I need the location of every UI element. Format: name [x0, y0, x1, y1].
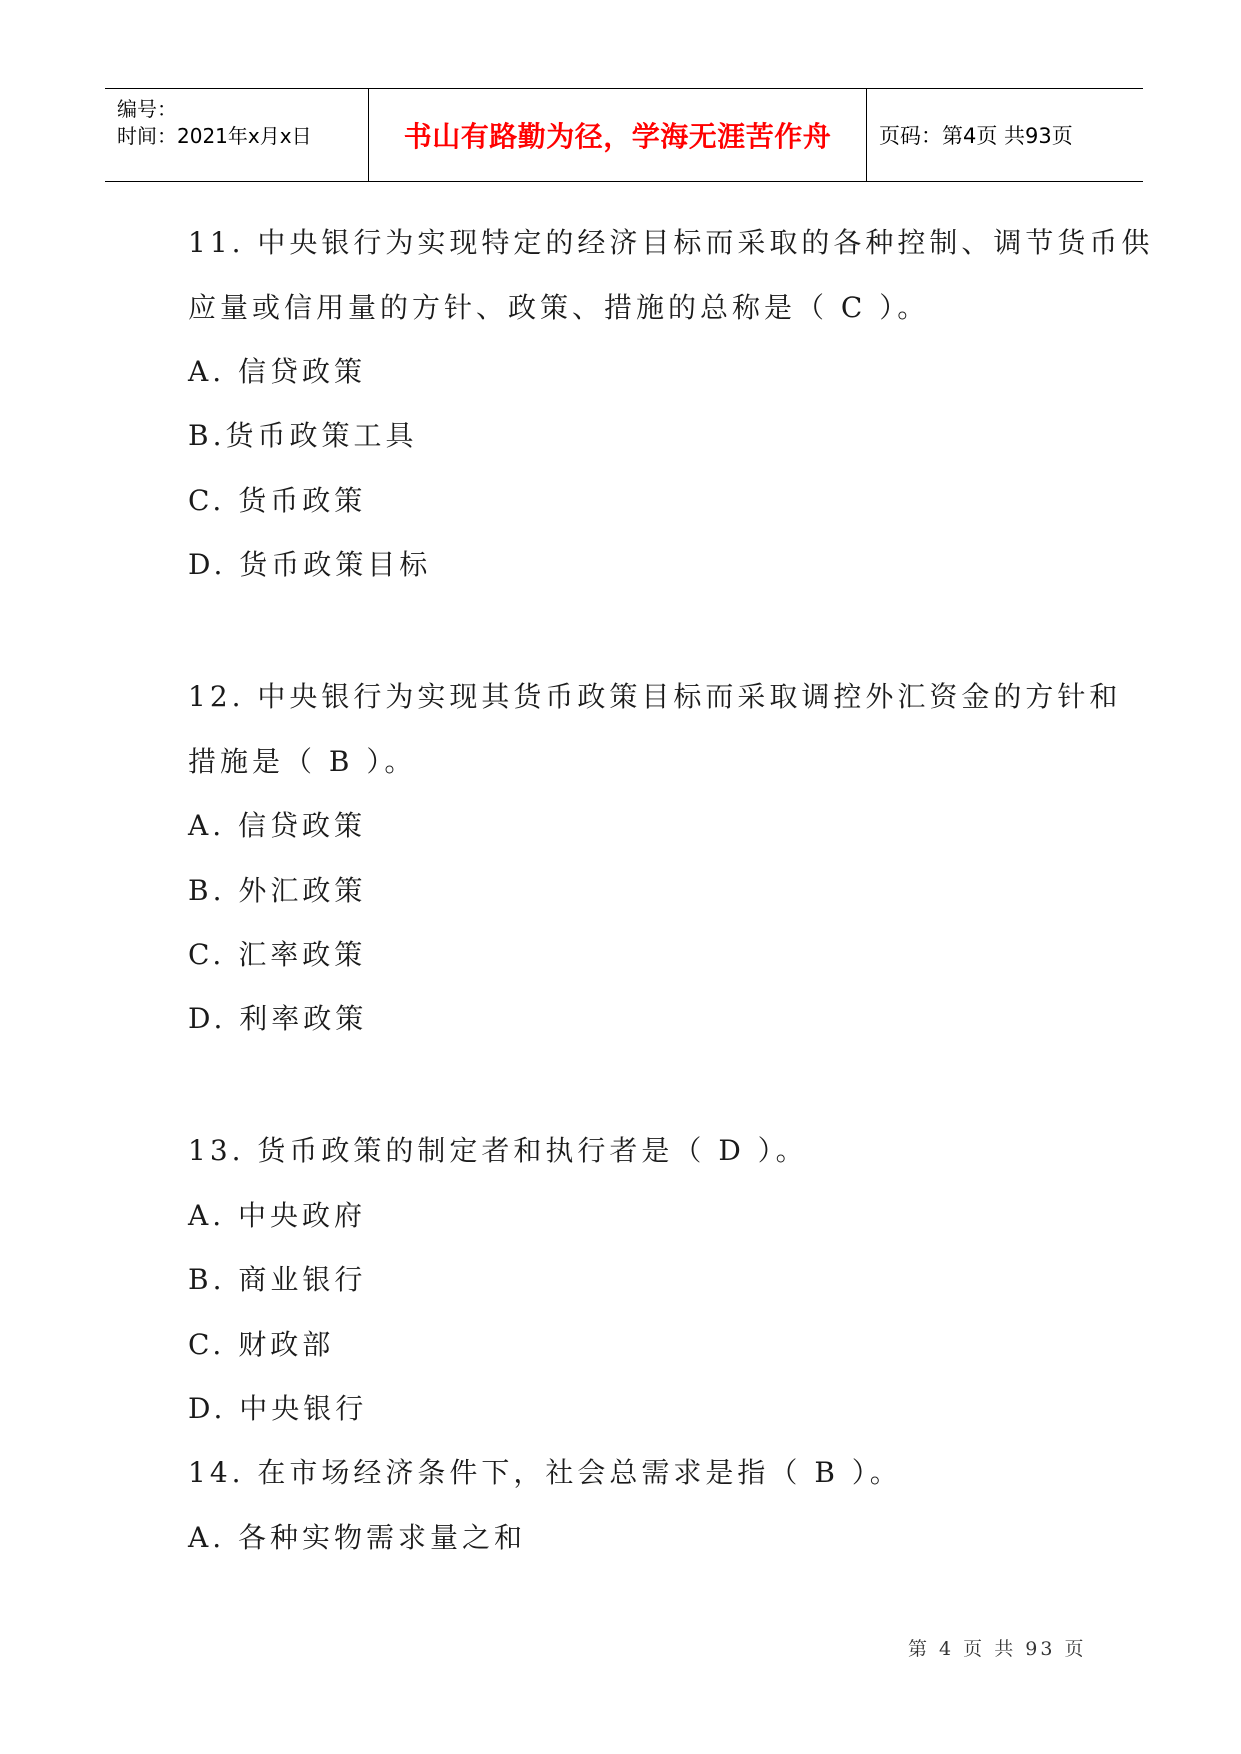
page-footer: 第 4 页 共 93 页: [908, 1638, 1087, 1660]
question-13-text: 13. 货币政策的制定者和执行者是（ D ）。: [188, 1134, 808, 1167]
question-11-option-d: D. 货币政策目标: [188, 548, 432, 581]
page-header: [105, 88, 1143, 182]
question-14-text: 14. 在市场经济条件下，社会总需求是指（ B ）。: [188, 1456, 902, 1489]
question-13-option-a: A. 中央政府: [188, 1199, 367, 1232]
question-12-option-c: C. 汇率政策: [188, 938, 367, 971]
question-12-text-cont: 措施是（ B ）。: [188, 745, 417, 778]
question-11-option-a: A. 信贷政策: [188, 355, 367, 388]
question-11-text-cont: 应量或信用量的方针、政策、措施的总称是（ C ）。: [188, 291, 930, 324]
header-motto-cell: [369, 89, 867, 181]
question-12-text: 12. 中央银行为实现其货币政策目标而采取调控外汇资金的方针和: [188, 680, 1122, 713]
question-14-option-a: A. 各种实物需求量之和: [188, 1521, 527, 1554]
question-11-option-c: C. 货币政策: [188, 484, 367, 517]
document-number-label: 编号：: [117, 97, 177, 121]
header-page-info: 页码：第4页 共93页: [879, 124, 1073, 148]
header-meta-cell: [105, 89, 369, 181]
question-13-option-b: B. 商业银行: [188, 1263, 367, 1296]
question-11-option-b: B.货币政策工具: [188, 419, 418, 452]
question-13-option-c: C. 财政部: [188, 1328, 335, 1361]
document-time-label: 时间：2021年x月x日: [117, 124, 312, 148]
question-12-option-d: D. 利率政策: [188, 1002, 368, 1035]
question-13-option-d: D. 中央银行: [188, 1392, 368, 1425]
question-11-text: 11. 中央银行为实现特定的经济目标而采取的各种控制、调节货币供: [188, 226, 1154, 259]
question-12-option-a: A. 信贷政策: [188, 809, 367, 842]
header-motto: 书山有路勤为径，学海无涯苦作舟: [403, 120, 832, 153]
question-12-option-b: B. 外汇政策: [188, 874, 367, 907]
